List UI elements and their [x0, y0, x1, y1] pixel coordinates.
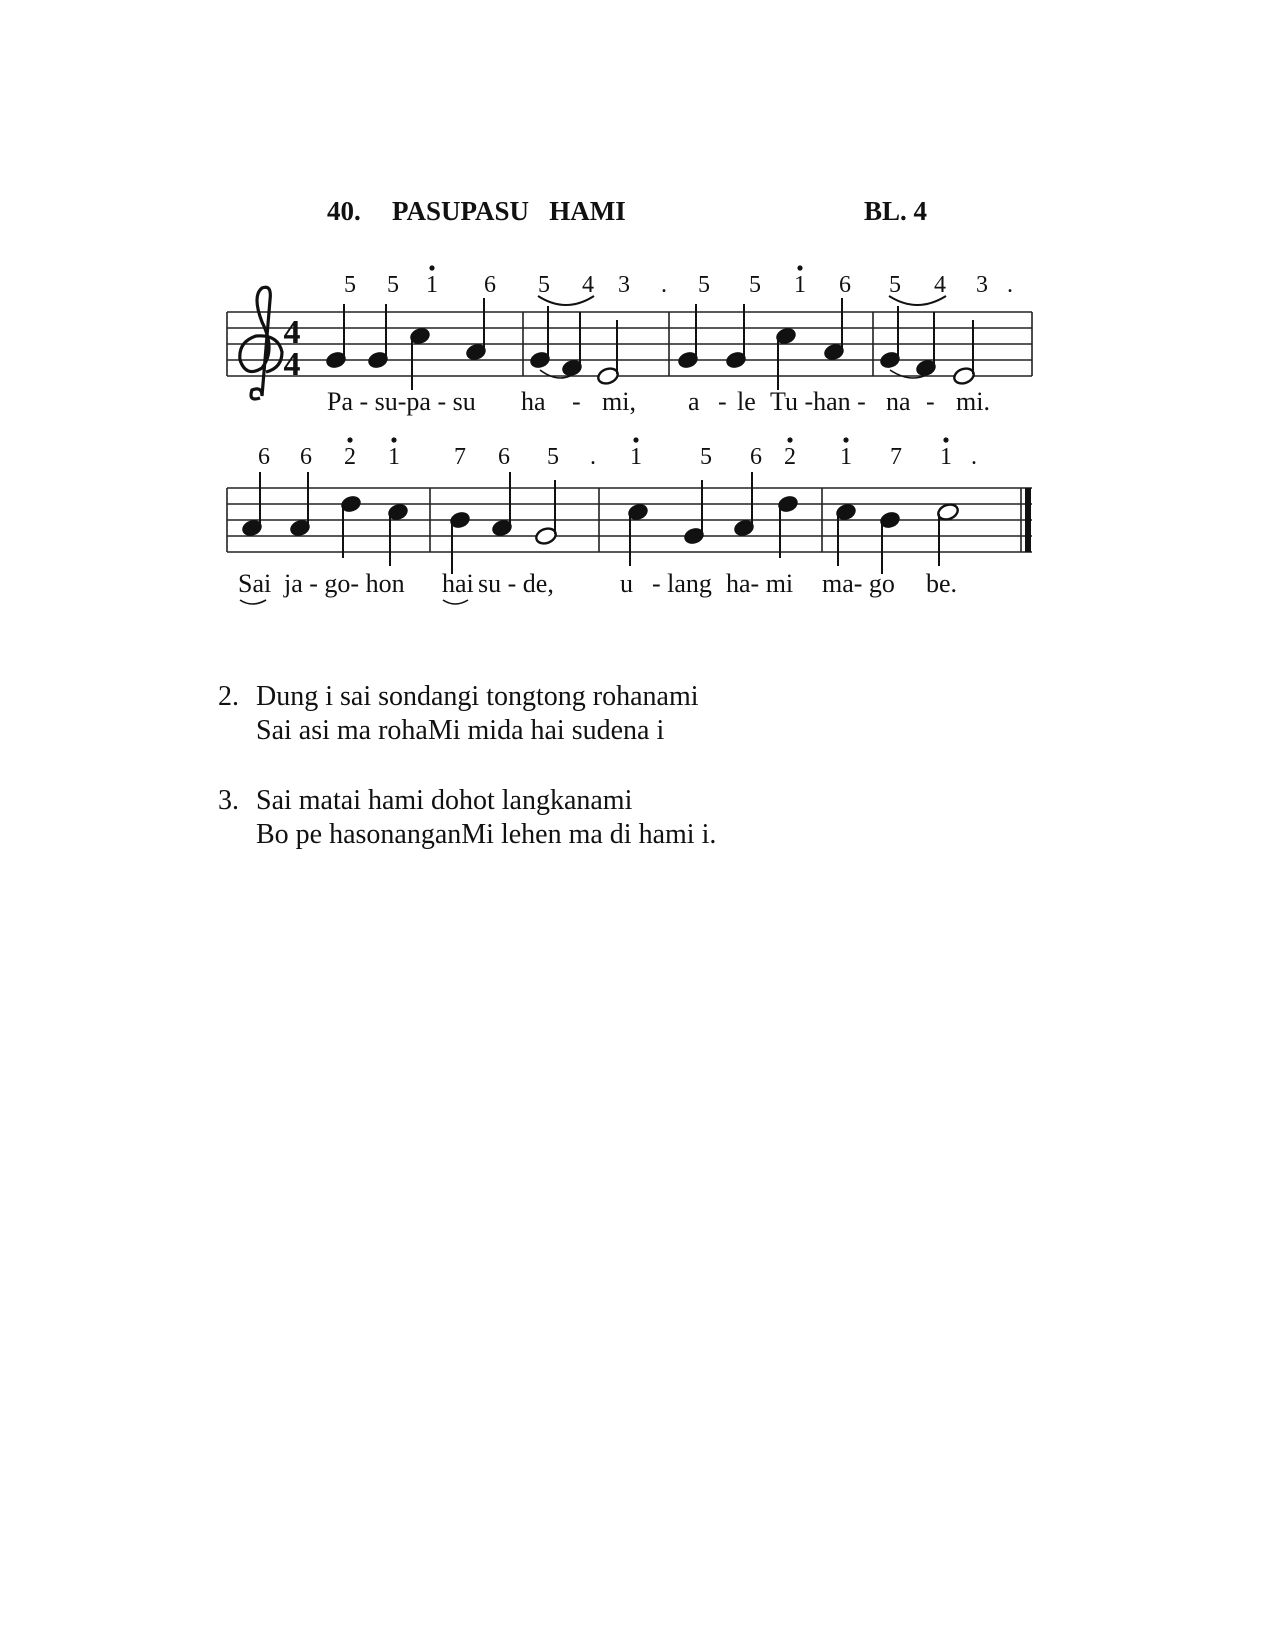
lyric-syllable: ha	[521, 387, 546, 416]
solfa-number: 5	[547, 444, 559, 470]
lyric-syllable: -	[572, 387, 581, 416]
solfa-number: 5	[538, 272, 550, 298]
lyric-syllable: -	[926, 387, 935, 416]
solfa-number: .	[971, 444, 977, 470]
solfa-row-2	[258, 437, 977, 470]
lyric-syllable: mi,	[602, 387, 636, 416]
staff-1	[227, 312, 1032, 376]
solfa-number: 5	[387, 272, 399, 298]
octave-dot	[787, 437, 792, 442]
solfa-number: .	[661, 272, 667, 298]
elision-mark	[240, 600, 266, 604]
solfa-number: 1	[426, 272, 438, 298]
verse-number: 3.	[218, 785, 239, 816]
time-signature-bottom: 4	[283, 346, 301, 383]
solfa-number: 1	[630, 444, 642, 470]
solfa-number: 6	[258, 444, 270, 470]
verse-line: Bo pe hasonanganMi lehen ma di hami i.	[256, 819, 717, 850]
solfa-number: 6	[484, 272, 496, 298]
solfa-number: 6	[839, 272, 851, 298]
lyric-syllable: - lang	[652, 569, 712, 598]
octave-dot	[943, 437, 948, 442]
lyric-syllable: ha- mi	[726, 569, 794, 598]
octave-dot	[391, 437, 396, 442]
solfa-number: 6	[498, 444, 510, 470]
final-barline	[1025, 488, 1031, 552]
system-1	[227, 265, 1032, 416]
solfa-number: 1	[940, 444, 952, 470]
solfa-number: 6	[300, 444, 312, 470]
elision-mark	[443, 600, 468, 604]
solfa-number: 5	[344, 272, 356, 298]
solfa-number: 1	[794, 272, 806, 298]
solfa-number: 4	[934, 272, 946, 298]
hymn-title: PASUPASU HAMI	[392, 196, 626, 226]
verse-2	[218, 680, 699, 748]
lyric-syllable: u	[620, 569, 633, 598]
lyric-syllable: hai	[442, 569, 474, 598]
solfa-number: 2	[344, 444, 356, 470]
solfa-number: 3	[976, 272, 988, 298]
music-score	[0, 0, 1275, 640]
lyric-syllable: a	[688, 387, 700, 416]
verse-line: Dung i sai sondangi tongtong rohanami	[256, 681, 699, 712]
lyric-syllable: mi.	[956, 387, 990, 416]
lyric-syllable: ja - go- hon	[284, 569, 405, 598]
octave-dot	[797, 265, 802, 270]
solfa-number: 1	[388, 444, 400, 470]
lyric-syllable: na	[886, 387, 911, 416]
verse-line: Sai matai hami dohot langkanami	[256, 785, 633, 816]
octave-dot	[633, 437, 638, 442]
hymn-number: 40.	[327, 196, 361, 226]
solfa-number: 1	[840, 444, 852, 470]
lyrics-row-1	[327, 387, 990, 416]
time-signature	[284, 314, 301, 383]
lyric-syllable: su - de,	[478, 569, 554, 598]
solfa-number: 7	[454, 444, 466, 470]
lyric-syllable: Tu -han -	[770, 387, 866, 416]
solfa-number: 4	[582, 272, 594, 298]
solfa-row-1	[344, 265, 1013, 305]
verse-line: Sai asi ma rohaMi mida hai sudena i	[256, 715, 665, 746]
lyrics-row-2	[238, 569, 957, 604]
lyric-syllable: Pa - su-pa - su	[327, 387, 476, 416]
solfa-number: 5	[749, 272, 761, 298]
solfa-number: .	[1007, 272, 1013, 298]
system-2	[227, 437, 1032, 604]
lyric-syllable: Sai	[238, 569, 272, 598]
octave-dot	[843, 437, 848, 442]
solfa-number: 5	[698, 272, 710, 298]
solfa-number: 5	[889, 272, 901, 298]
time-signature-top: 4	[283, 314, 301, 351]
solfa-number: 6	[750, 444, 762, 470]
hymn-reference: BL. 4	[864, 196, 928, 226]
lyric-syllable: ma- go	[822, 569, 895, 598]
lyric-syllable: le	[737, 387, 756, 416]
solfa-number: 5	[700, 444, 712, 470]
verse-3	[218, 784, 716, 852]
treble-clef-icon	[240, 287, 282, 399]
solfa-number: .	[590, 444, 596, 470]
solfa-number: 2	[784, 444, 796, 470]
solfa-number: 3	[618, 272, 630, 298]
octave-dot	[429, 265, 434, 270]
octave-dot	[347, 437, 352, 442]
lyric-syllable: -	[718, 387, 727, 416]
solfa-number: 7	[890, 444, 902, 470]
lyric-syllable: be.	[926, 569, 958, 598]
verse-number: 2.	[218, 681, 239, 712]
